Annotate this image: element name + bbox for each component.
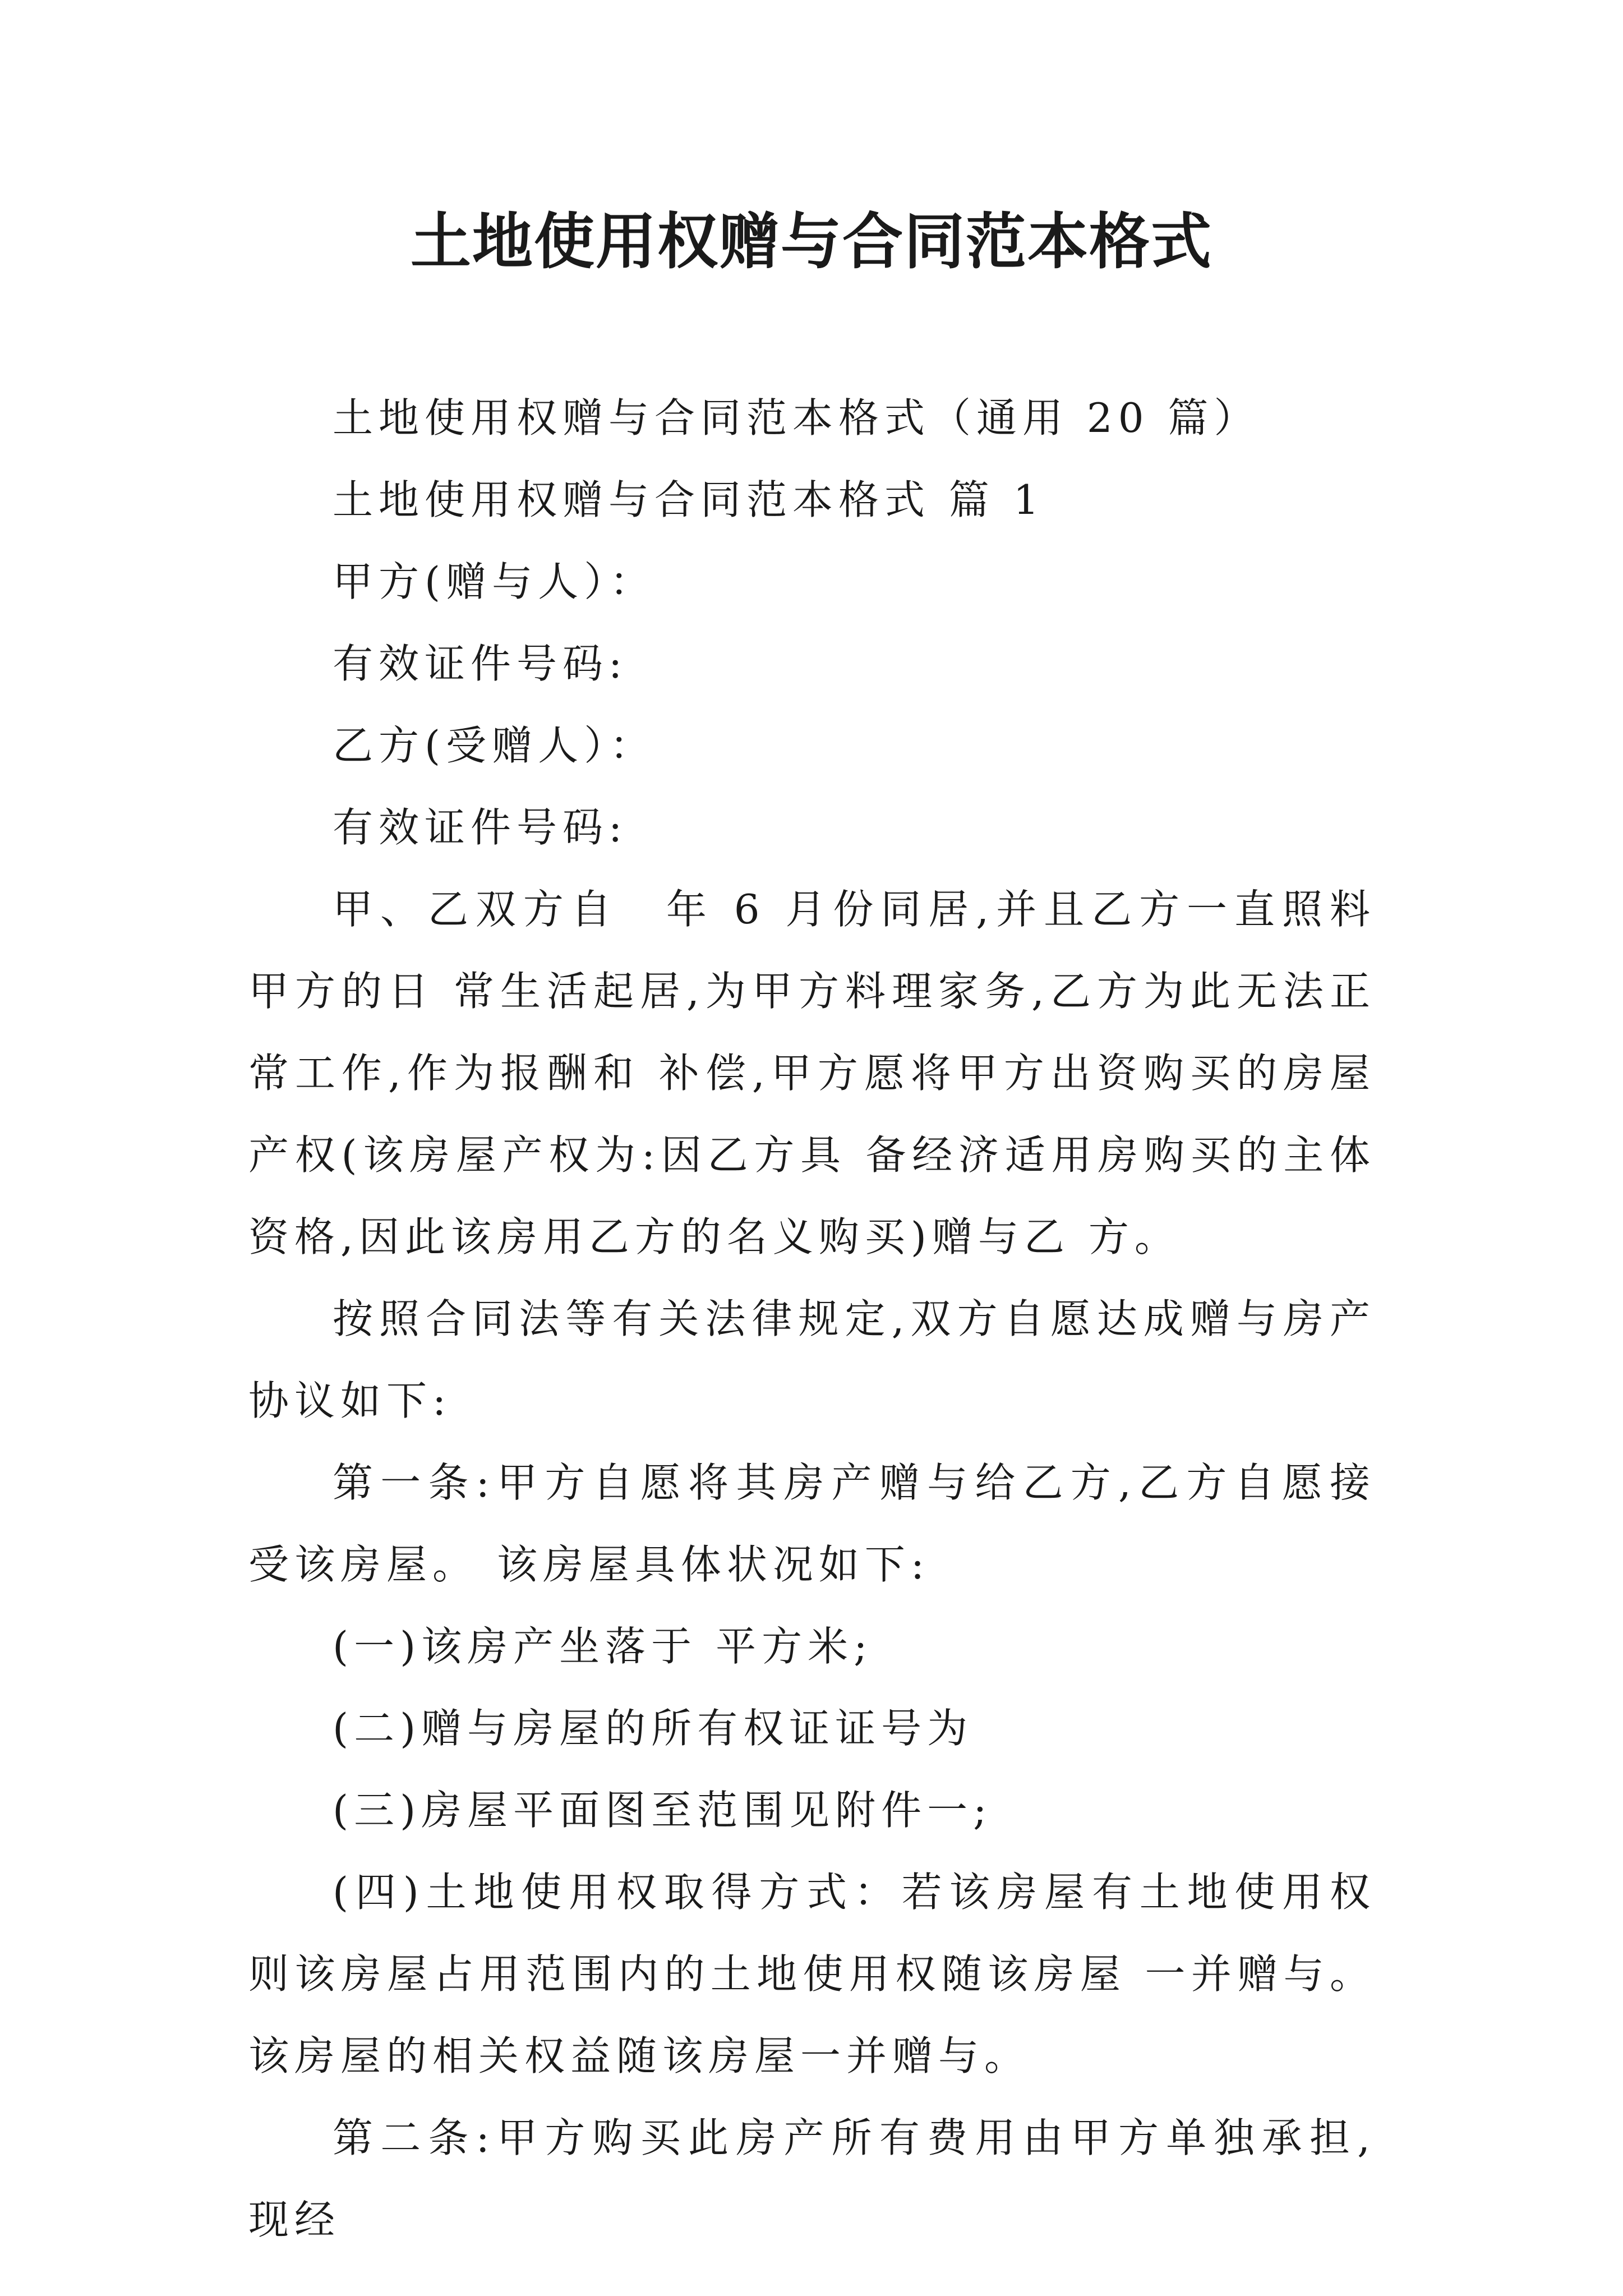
- clause-three-line: (三)房屋平面图至范围见附件一;: [333, 1787, 993, 1834]
- document-title: 土地使用权赠与合同范本格式: [410, 207, 1212, 277]
- clause-two-line: (二)赠与房屋的所有权证证号为: [333, 1705, 974, 1752]
- party-b-line: 乙方(受赠人）：: [333, 722, 656, 769]
- subtitle-line: 土地使用权赠与合同范本格式（通用 20 篇）: [333, 394, 1260, 441]
- party-b-id-line: 有效证件号码:: [333, 804, 628, 851]
- agreement-intro-paragraph: 按照合同法等有关法律规定,双方自愿达成赠与房产协议如下:: [248, 1295, 1376, 1424]
- party-a-line: 甲方(赠与人）：: [333, 558, 656, 605]
- clause-four-paragraph: (四)土地使用权取得方式：若该房屋有土地使用权则该房屋占用范围内的土地使用权随该房屋 一并赠与。 该房屋的相关权益随该房屋一并赠与。: [248, 1869, 1376, 2079]
- section-heading: 土地使用权赠与合同范本格式 篇 1: [333, 476, 1045, 523]
- document-body: [248, 377, 1376, 2261]
- party-a-id-line: 有效证件号码:: [333, 640, 628, 687]
- clause-one-line: (一)该房产坐落于 平方米;: [333, 1623, 873, 1670]
- article-one-paragraph: 第一条:甲方自愿将其房产赠与给乙方,乙方自愿接受该房屋。 该房屋具体状况如下:: [248, 1459, 1376, 1588]
- background-paragraph: 甲、乙双方自 年 6 月份同居,并且乙方一直照料甲方的日 常生活起居,为甲方料理家务,乙方为此无法正常工作,作为报酬和 补偿,甲方愿将甲方出资购买的房屋产权(该房屋产权为:因乙方具 备经济适用房购买的主体资格,因此该房用乙方的名义购买)赠与乙 方。: [248, 886, 1376, 1260]
- article-two-paragraph: 第二条:甲方购买此房产所有费用由甲方单独承担,现经: [248, 2114, 1376, 2243]
